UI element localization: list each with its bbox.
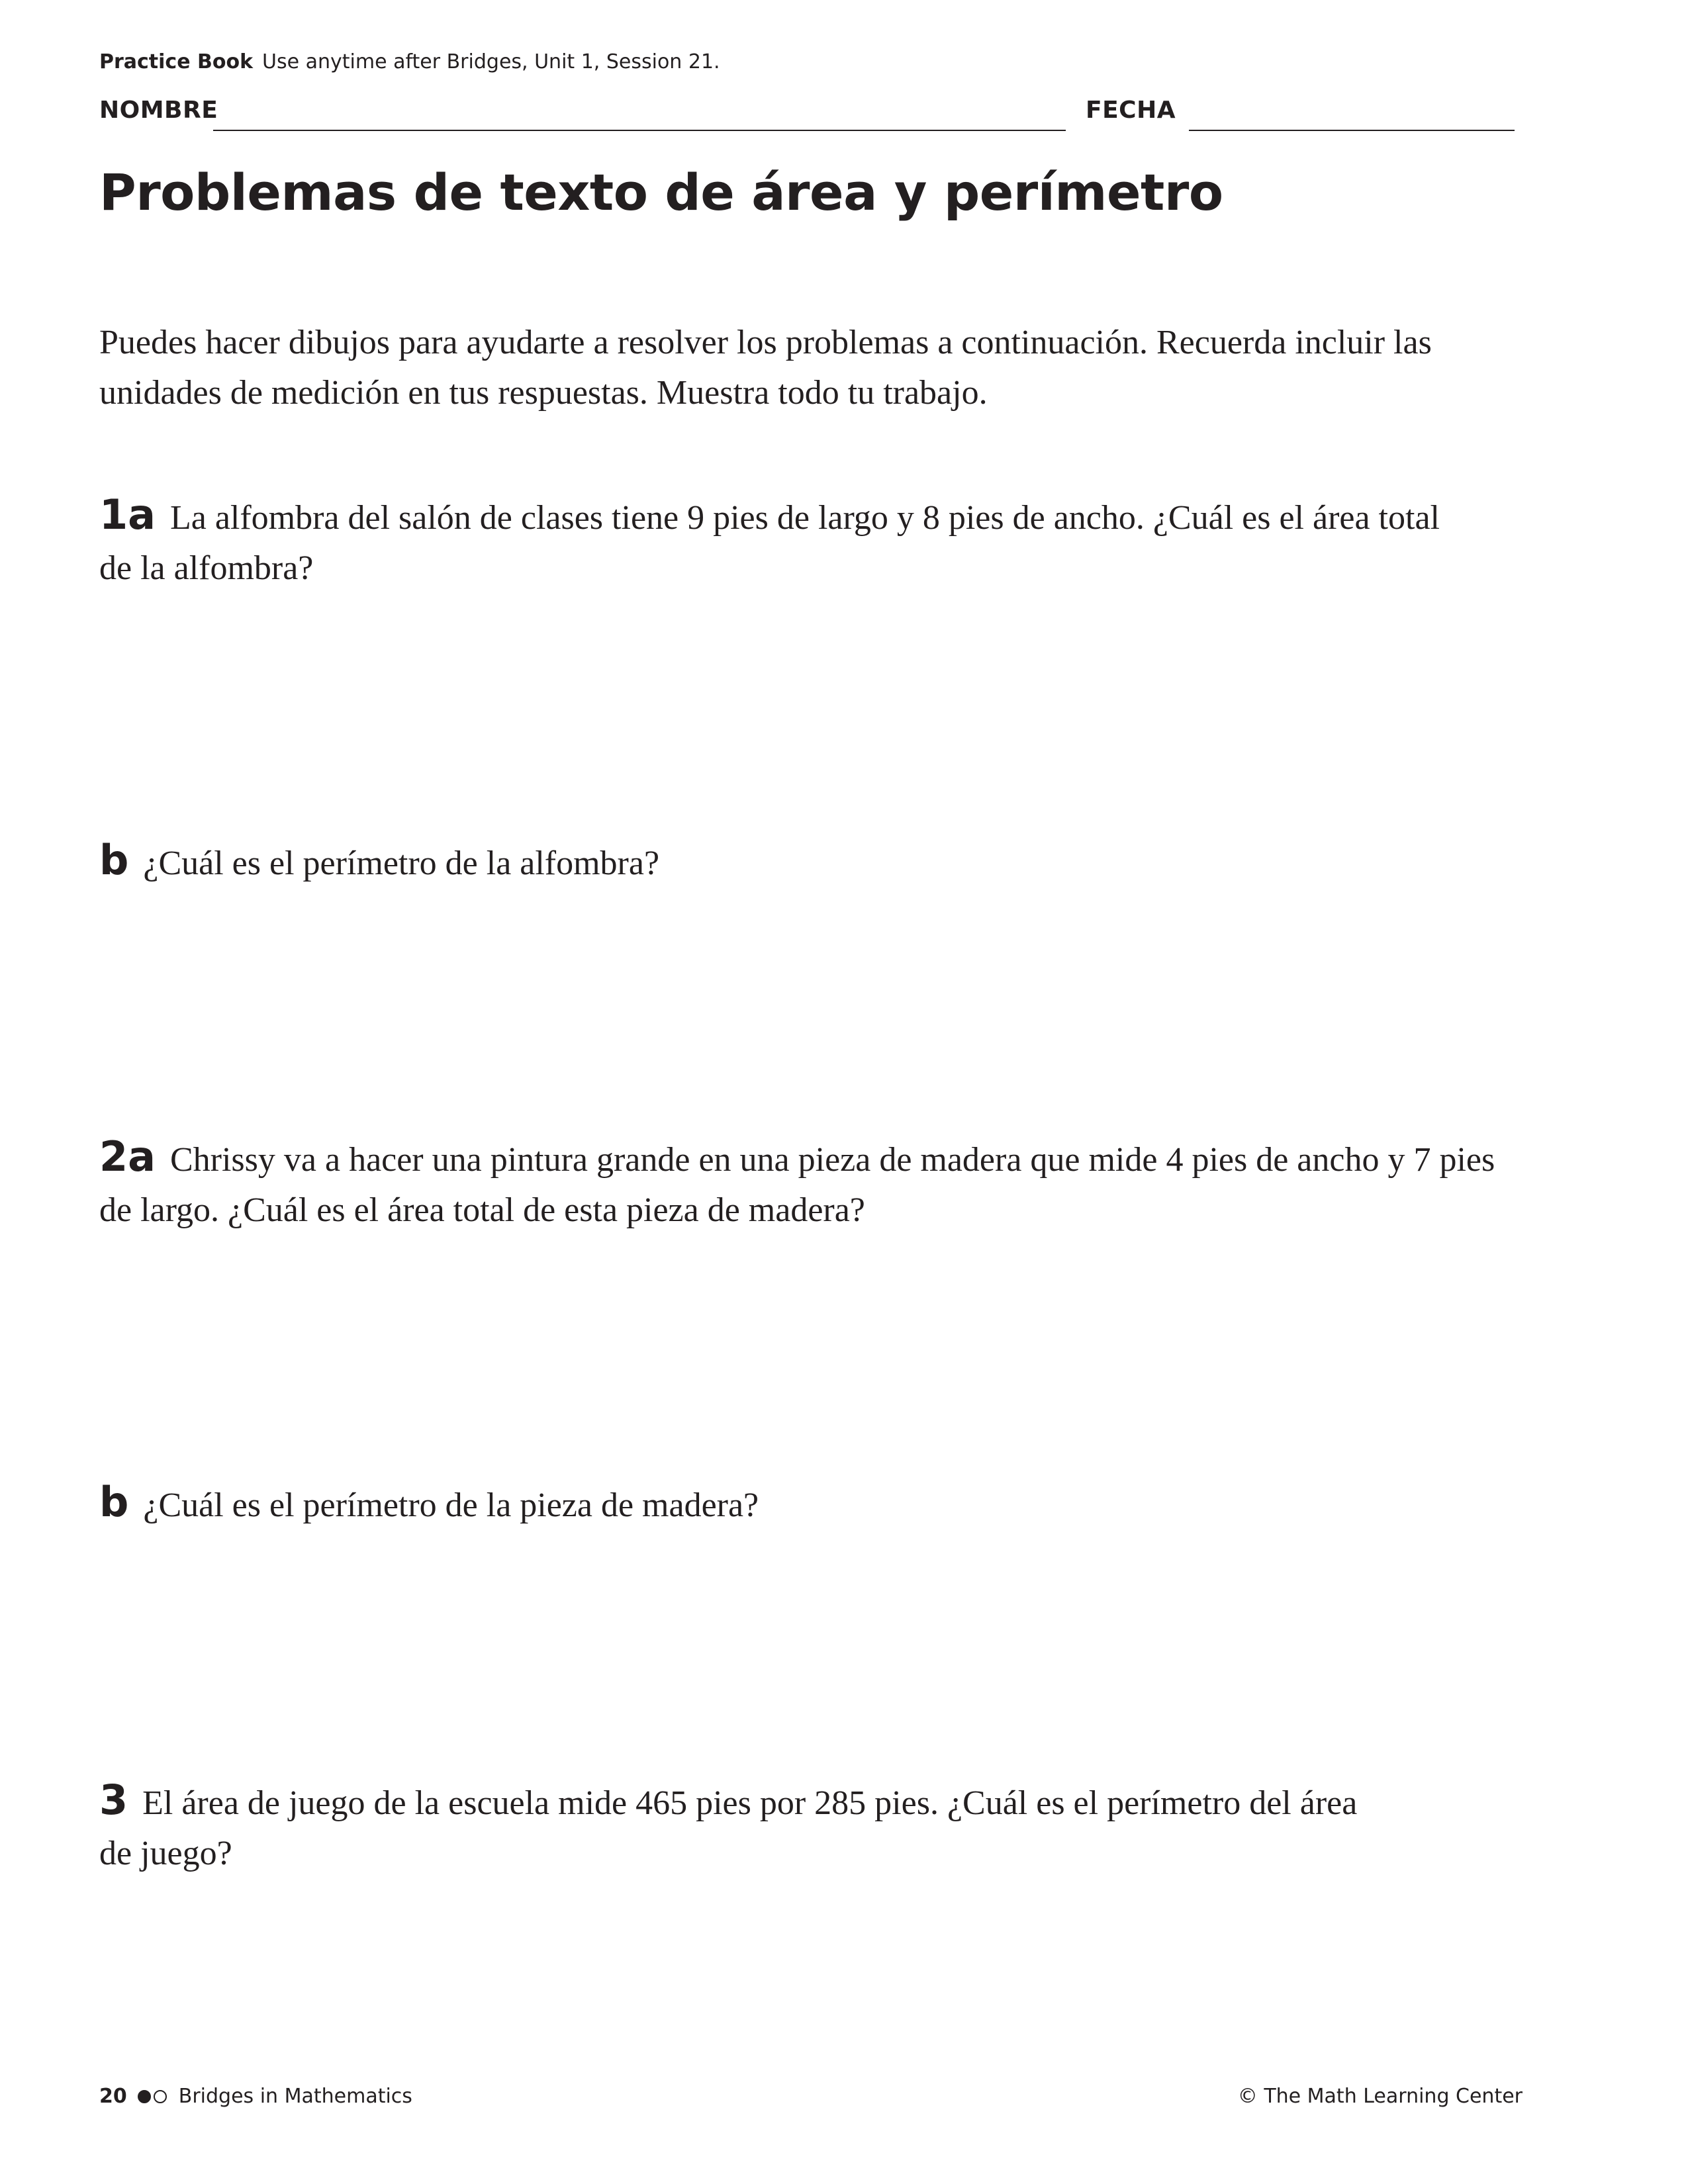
practice-book-label: Practice Book	[99, 50, 254, 73]
problem-number: b	[99, 1478, 129, 1526]
filled-circle-icon	[138, 2090, 151, 2103]
name-line	[213, 130, 1066, 131]
open-circle-icon	[154, 2090, 167, 2103]
problem-text: El área de juego de la escuela mide 465 pies por 285 pies. ¿Cuál es el perímetro del área de juego?	[99, 1784, 1358, 1872]
problem-1b	[99, 835, 1489, 889]
date-line	[1189, 130, 1515, 131]
problem-number: 2a	[99, 1132, 156, 1181]
problem-number: 1a	[99, 490, 156, 539]
date-label: FECHA	[1086, 97, 1176, 124]
problem-2b	[99, 1477, 1489, 1531]
name-label: NOMBRE	[99, 97, 218, 124]
problem-text: ¿Cuál es el perímetro de la pieza de madera?	[143, 1486, 759, 1524]
book-name: Bridges in Mathematics	[178, 2085, 412, 2108]
problem-text: La alfombra del salón de clases tiene 9 pies de largo y 8 pies de ancho. ¿Cuál es el área total de la alfombra?	[99, 499, 1440, 587]
problem-number: b	[99, 836, 129, 884]
copyright: © The Math Learning Center	[1237, 2085, 1523, 2108]
problem-3	[99, 1775, 1370, 1879]
problem-text: ¿Cuál es el perímetro de la alfombra?	[143, 844, 660, 882]
practice-book-header	[99, 50, 720, 73]
problem-text: Chrissy va a hacer una pintura grande en una pieza de madera que mide 4 pies de ancho y 7 pies de largo. ¿Cuál es el área total de esta pieza de madera?	[99, 1141, 1495, 1229]
footer-left	[99, 2085, 412, 2108]
instructions: Puedes hacer dibujos para ayudarte a resolver los problemas a continuación. Recuerda incluir las unidades de medición en tus respuestas. Muestra todo tu trabajo.	[99, 324, 1432, 412]
page-number: 20	[99, 2085, 127, 2108]
usage-note: Use anytime after Bridges, Unit 1, Session 21.	[262, 50, 720, 73]
page-title: Problemas de texto de área y perímetro	[99, 163, 1223, 222]
problem-number: 3	[99, 1776, 128, 1824]
problem-1a	[99, 490, 1456, 594]
problem-2a	[99, 1132, 1523, 1236]
